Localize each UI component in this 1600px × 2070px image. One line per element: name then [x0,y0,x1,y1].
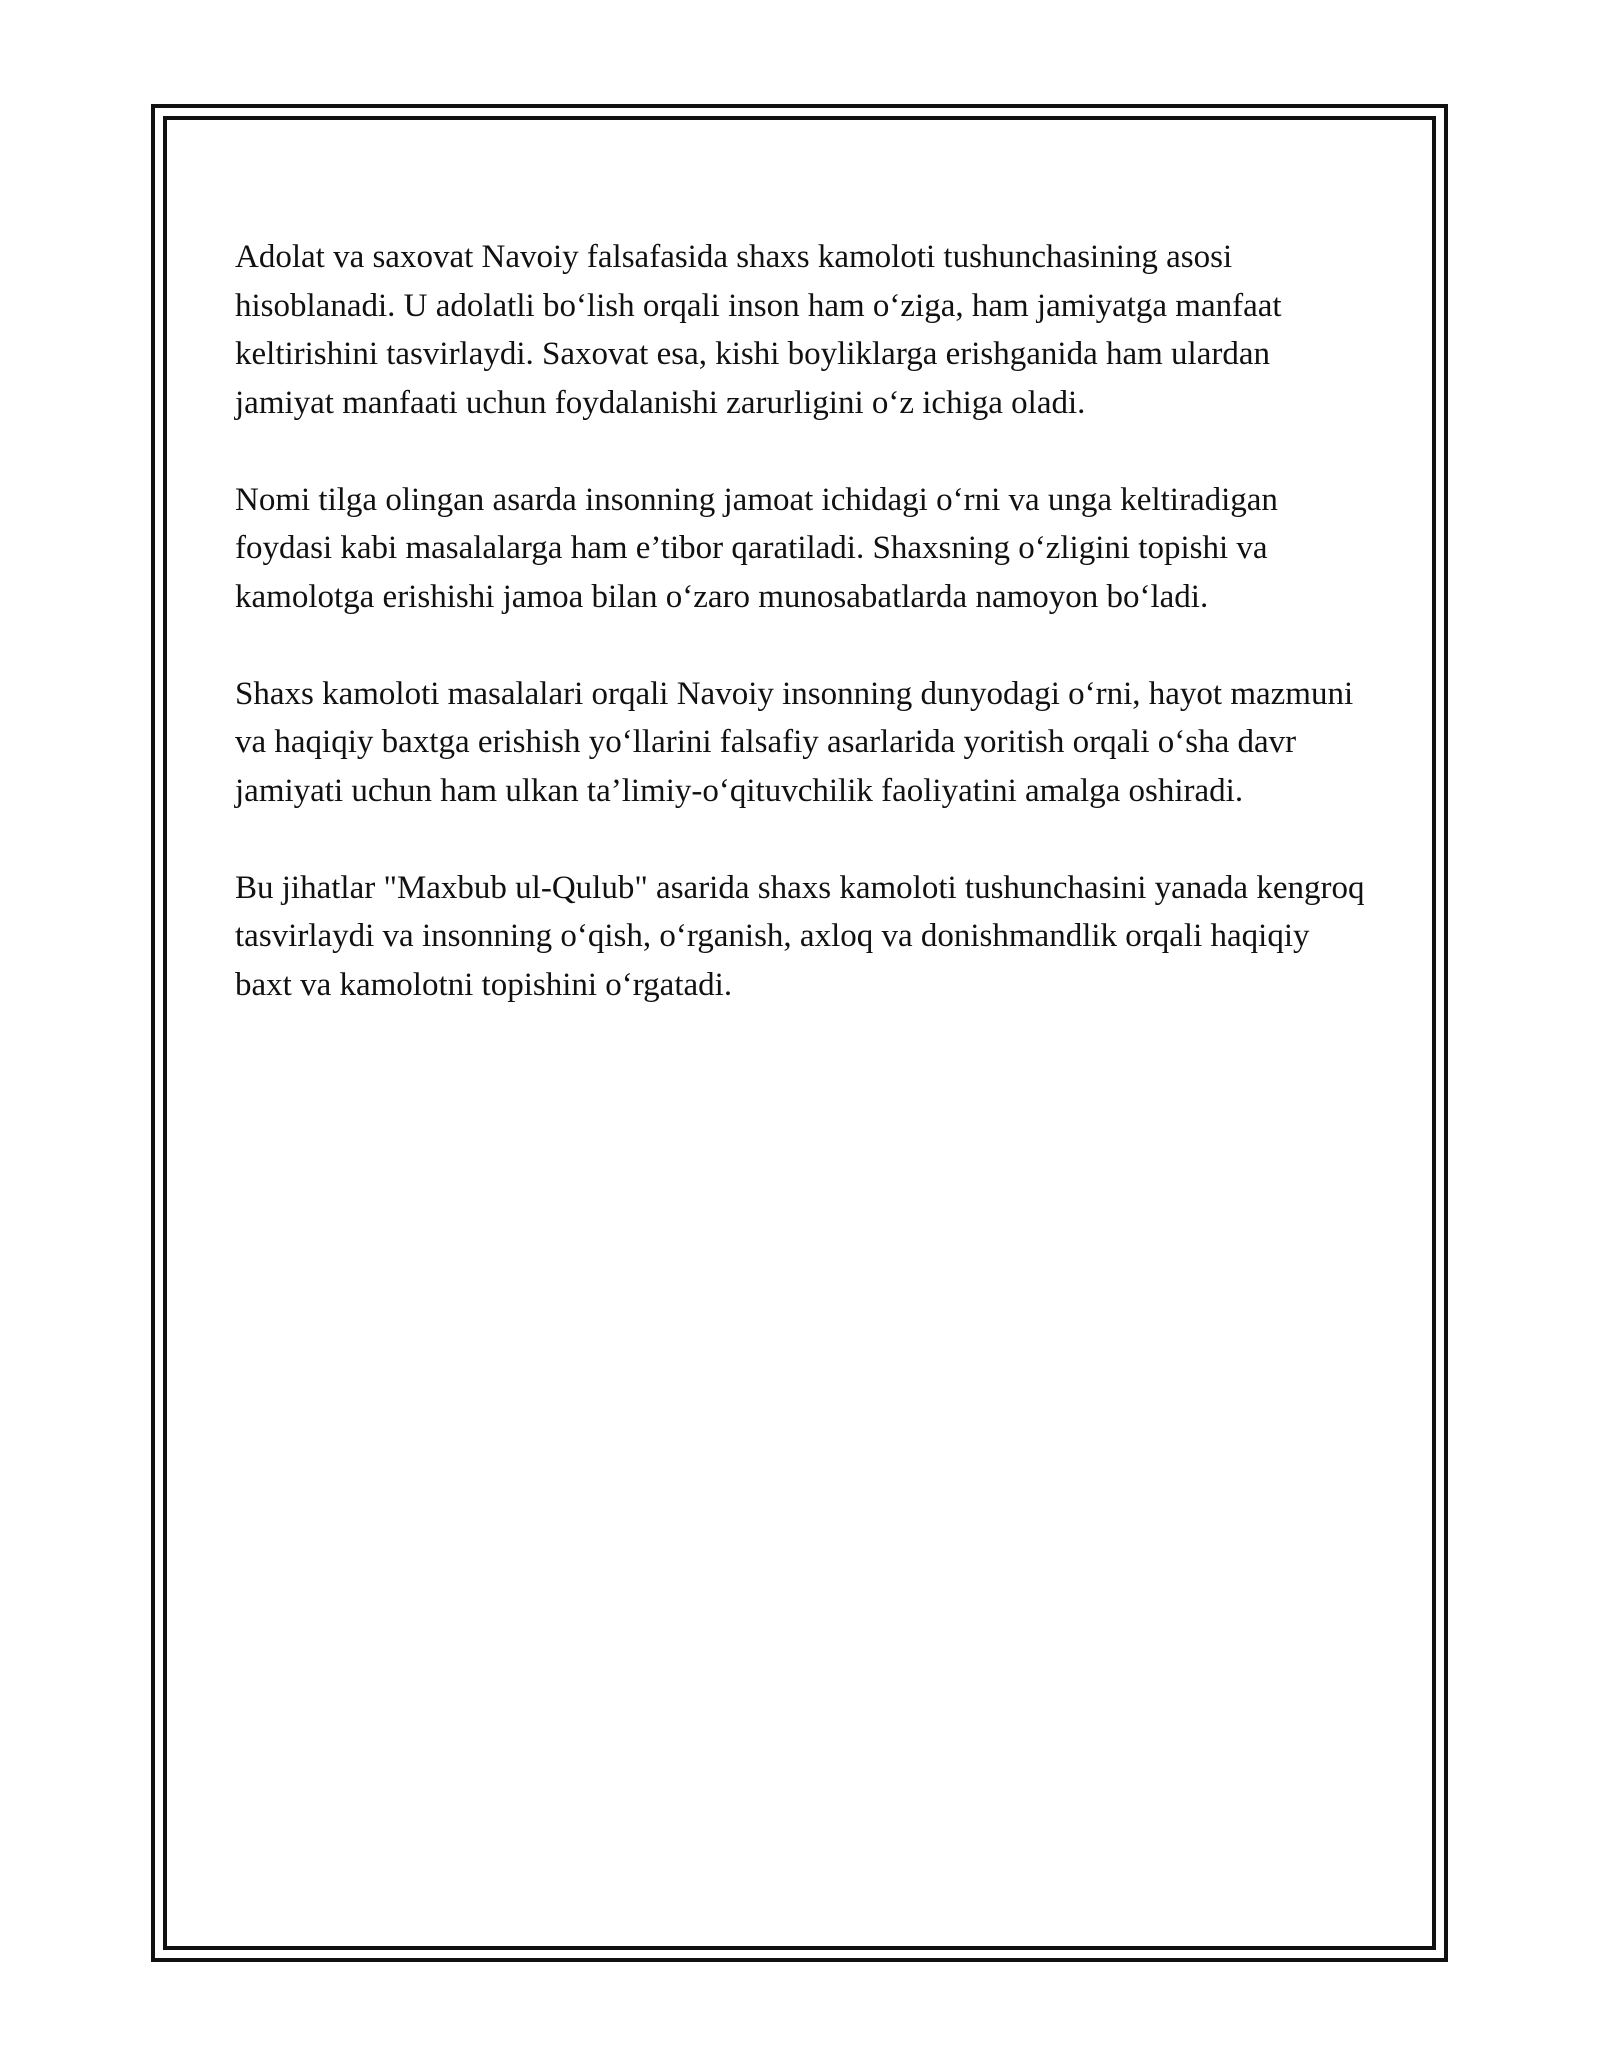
paragraph-adolat-saxovat: Adolat va saxovat Navoiy falsafasida shaxs kamoloti tushunchasining asosi hisoblanadi. U adolatli bo‘lish orqali inson ham o‘ziga, ham jamiyatga manfaat keltirishini tasvirlaydi. Saxovat esa, kishi boyliklarga erishganida ham ulardan jamiyat manfaati uchun foydalanishi zarurligini o‘z ichiga oladi. [235,239,1282,421]
document-body [235,233,1365,1058]
paragraph-jamoat: Nomi tilga olingan asarda insonning jamoat ichidagi o‘rni va unga keltiradigan foydasi kabi masalalarga ham e’tibor qaratiladi. Shaxsning o‘zligini topishi va kamolotga erishishi jamoa bilan o‘zaro munosabatlarda namoyon bo‘ladi. [235,481,1278,615]
paragraph-shaxs-kamoloti: Shaxs kamoloti masalalari orqali Navoiy insonning dunyodagi o‘rni, hayot mazmuni va haqiqiy baxtga erishish yo‘llarini falsafiy asarlarida yoritish orqali o‘sha davr jamiyati uchun ham ulkan ta’limiy-o‘qituvchilik faoliyatini amalga oshiradi. [235,675,1354,809]
paragraph-maxbub-ul-qulub: Bu jihatlar "Maxbub ul-Qulub" asarida shaxs kamoloti tushunchasini yanada kengroq tasvirlaydi va insonning o‘qish, o‘rganish, axloq va donishmandlik orqali haqiqiy baxt va kamolotni topishini o‘rgatadi. [235,869,1365,1003]
